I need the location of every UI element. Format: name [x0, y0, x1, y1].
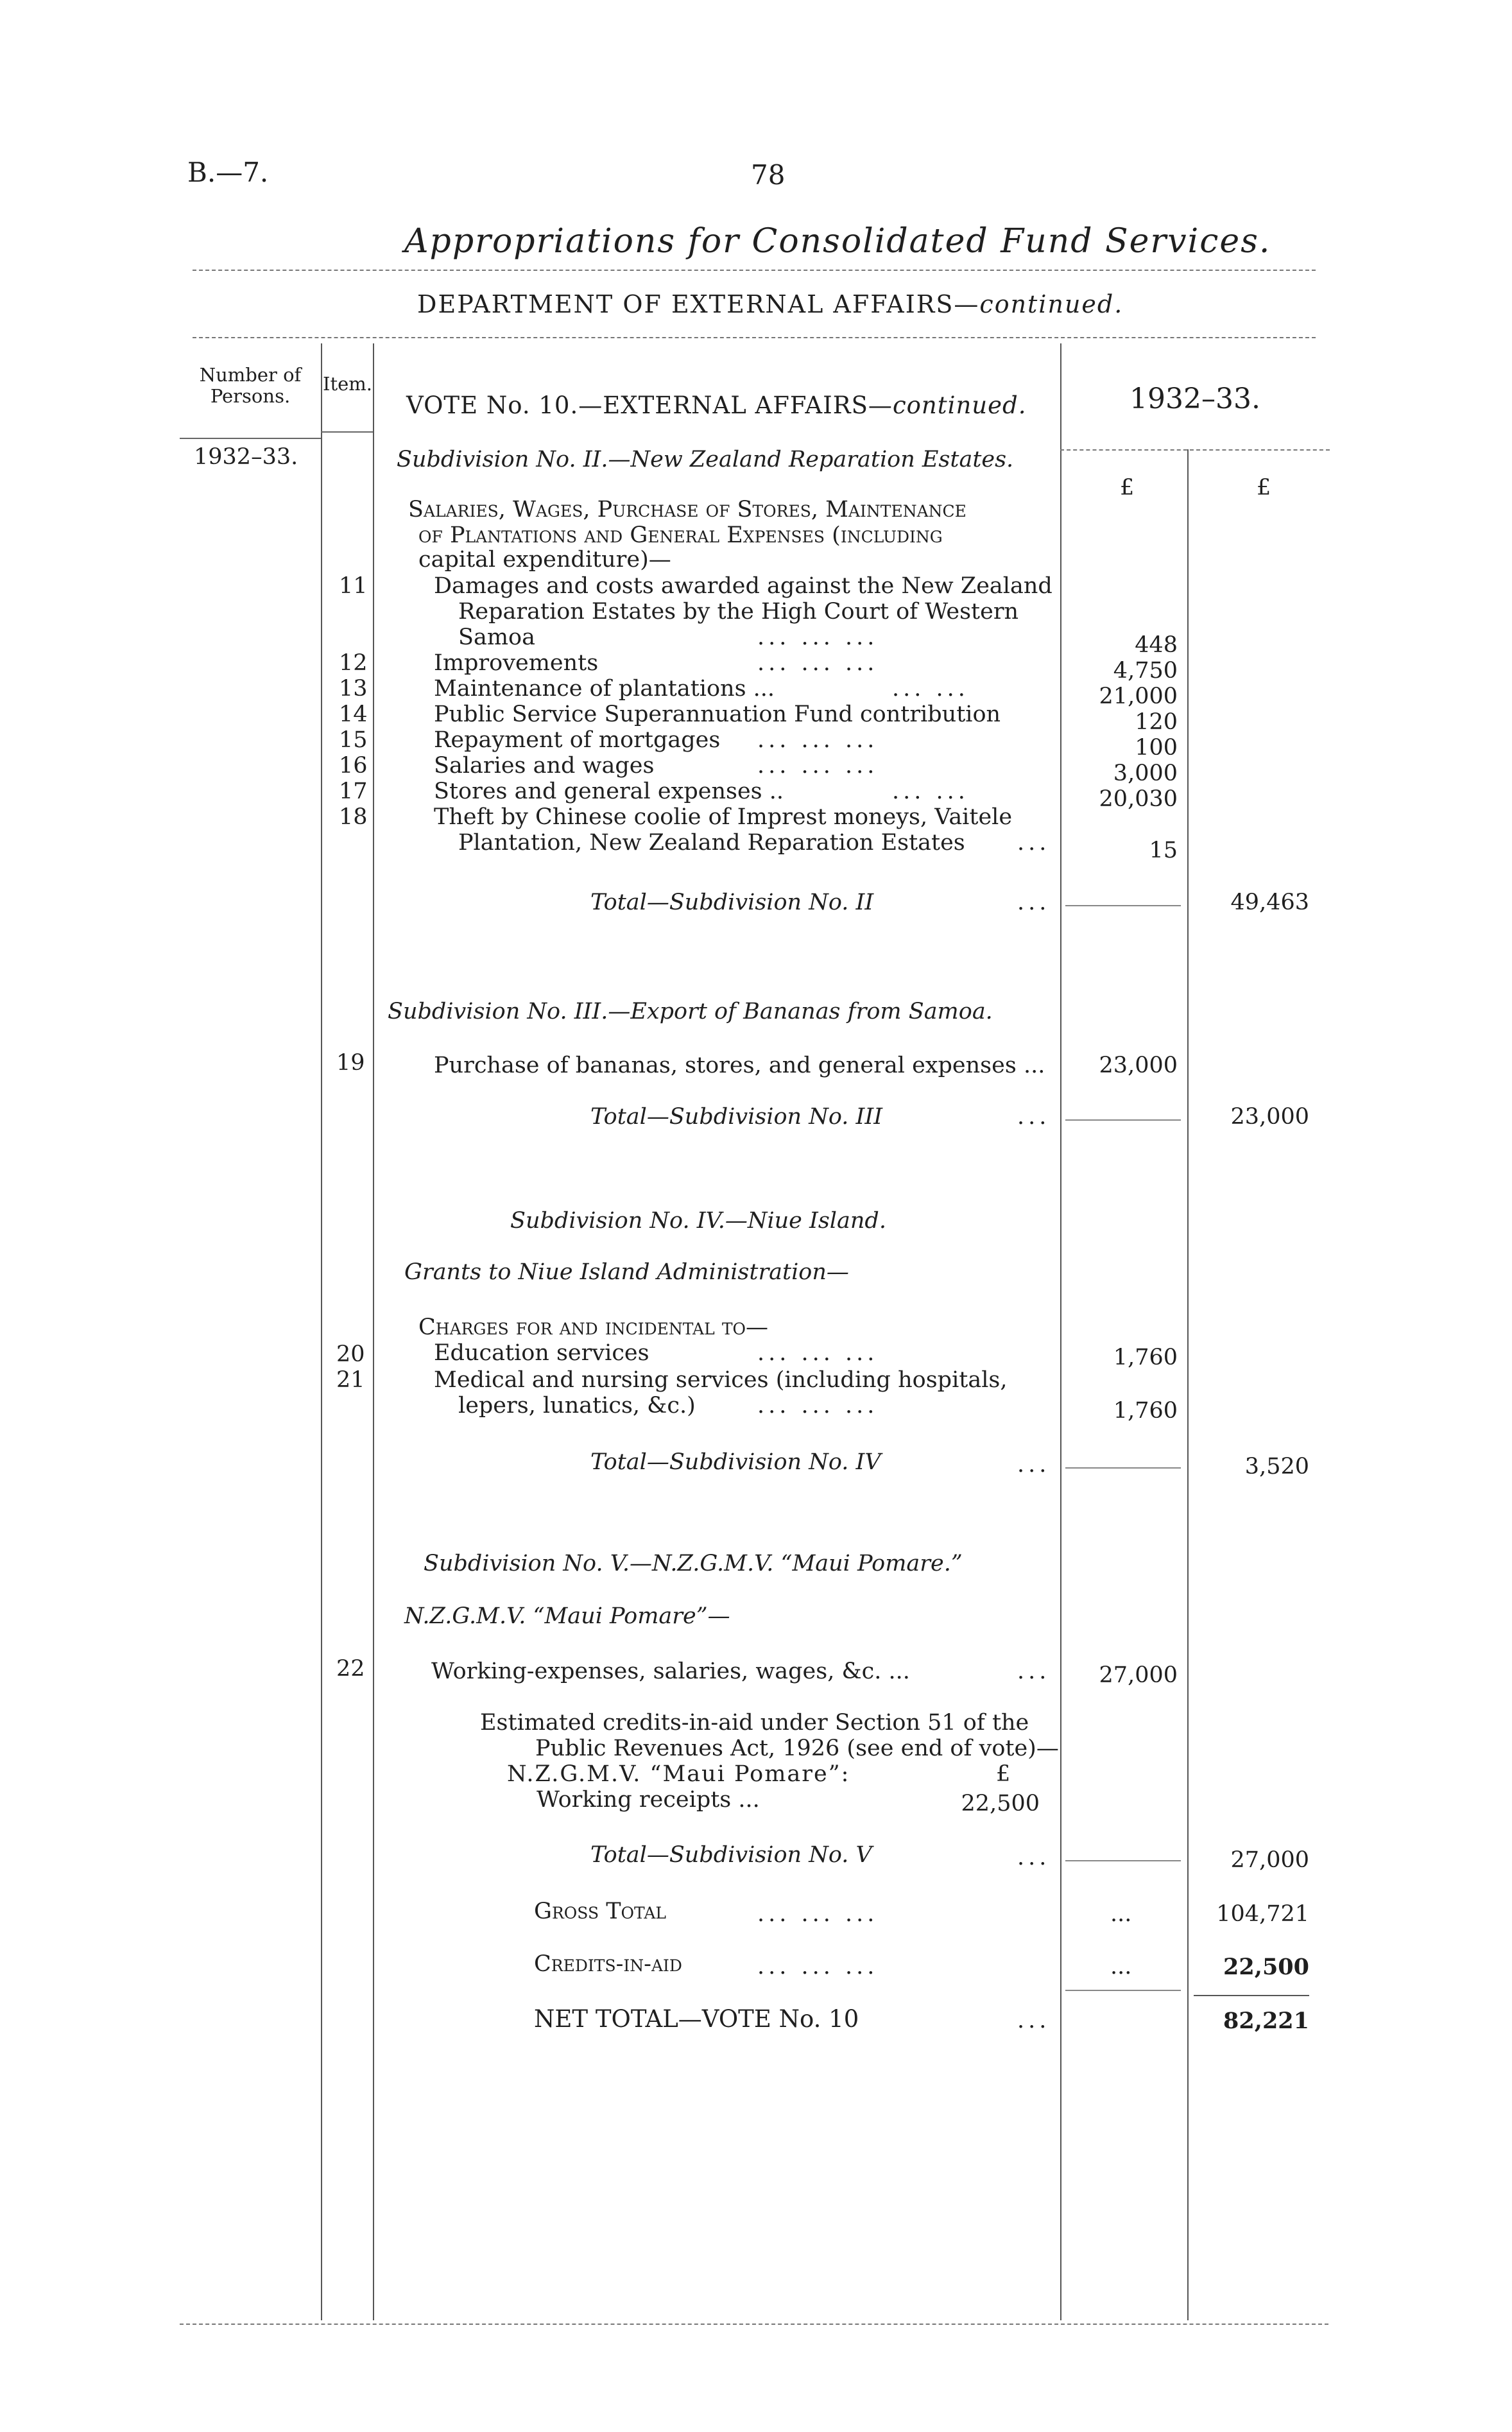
leader-dots: ... ...: [892, 779, 969, 804]
item-amount: 3,000: [1113, 761, 1178, 786]
department-name: DEPARTMENT OF EXTERNAL AFFAIRS—: [417, 290, 980, 318]
item-description: Damages and costs awarded against the New Zealand: [434, 573, 1052, 599]
department-continued: continued.: [979, 290, 1124, 318]
item-description: Theft by Chinese coolie of Imprest moneys, Vaitele: [434, 804, 1013, 830]
column-divider-item: [373, 343, 374, 2320]
net-rule-right: [1194, 1995, 1309, 1996]
sub5-total: 27,000: [1230, 1847, 1309, 1873]
vote-continued: continued.: [892, 392, 1027, 419]
item-amount: 1,760: [1113, 1345, 1178, 1370]
sub4-heading: Subdivision No. IV.—Niue Island.: [510, 1208, 886, 1234]
item-number: 14: [339, 702, 368, 727]
item-description: Samoa: [458, 625, 535, 650]
leader-dots: ... ... ...: [757, 727, 879, 753]
credits-currency: £: [996, 1761, 1011, 1787]
leader-dots: ...: [1017, 830, 1051, 856]
item-number: 18: [339, 804, 368, 830]
item-amount: 1,760: [1113, 1398, 1178, 1424]
leader-dots: ... ... ...: [757, 625, 879, 650]
leader-dots: ...: [1017, 2008, 1051, 2033]
subtotal-rule: [1065, 905, 1181, 906]
sub2-salaries-line-3: capital expenditure)—: [418, 547, 671, 573]
leader-dots: ... ... ...: [757, 1901, 879, 1927]
item-description: lepers, lunatics, &c.): [458, 1393, 696, 1419]
sub5-heading: Subdivision No. V.—N.Z.G.M.V. “Maui Pomare.”: [424, 1551, 963, 1576]
item-description: Salaries and wages: [434, 753, 655, 779]
vote-title: VOTE No. 10.—EXTERNAL AFFAIRS—: [406, 392, 893, 419]
subtotal-rule: [1065, 1467, 1181, 1469]
leader-dots: ...: [1017, 890, 1051, 915]
subtotal-rule: [1065, 1119, 1181, 1121]
item-amount: 15: [1149, 838, 1178, 863]
leader-dots: ... ... ...: [757, 1954, 879, 1979]
leader-dots: ... ... ...: [757, 650, 879, 676]
item-number: 22: [336, 1656, 365, 1682]
department-heading: [417, 290, 1123, 318]
net-total-label: NET TOTAL—VOTE No. 10: [534, 2005, 859, 2033]
gross-total-label: Gross Total: [534, 1899, 667, 1924]
item-number: 20: [336, 1341, 365, 1367]
item-description: Purchase of bananas, stores, and general expenses ...: [434, 1053, 1045, 1078]
item-description: Medical and nursing services (including hospitals,: [434, 1367, 1008, 1393]
receipts-amount: 22,500: [961, 1791, 1040, 1816]
net-total: 82,221: [1223, 2008, 1309, 2034]
sub4-charges: Charges for and incidental to—: [418, 1315, 769, 1340]
leader-dots: ...: [1017, 1452, 1051, 1478]
vote-heading: [406, 392, 1026, 419]
item-description: Improvements: [434, 650, 599, 676]
page-title: Appropriations for Consolidated Fund Services.: [404, 222, 1271, 261]
document-reference: B.—7.: [187, 157, 269, 188]
page-number: 78: [751, 159, 786, 191]
item-description: Working-expenses, salaries, wages, &c. ...: [431, 1659, 910, 1684]
item-amount: 4,750: [1113, 658, 1178, 684]
sub3-heading: Subdivision No. III.—Export of Bananas from Samoa.: [388, 999, 993, 1024]
leader-dots: ...: [1017, 1845, 1051, 1870]
receipts-label: Working receipts ...: [537, 1787, 760, 1813]
item-description: Public Service Superannuation Fund contribution: [434, 702, 1001, 727]
leader-dots: ... ... ...: [757, 1340, 879, 1366]
leader-dots: ... ... ...: [757, 753, 879, 779]
item-number: 21: [336, 1367, 365, 1393]
sub2-salaries-line-1: Salaries, Wages, Purchase of Stores, Maintenance: [408, 497, 966, 522]
sub3-total: 23,000: [1230, 1104, 1309, 1130]
column-header-persons: Number of Persons.: [199, 364, 302, 408]
column-divider-amounts: [1187, 449, 1189, 2320]
department-rule: [193, 337, 1316, 338]
sub2-heading: Subdivision No. II.—New Zealand Reparation Estates.: [397, 447, 1014, 472]
credits-in-aid-total: 22,500: [1223, 1954, 1309, 1980]
sub5-subhead: N.Z.G.M.V. “Maui Pomare”—: [404, 1603, 730, 1629]
item-amount: 27,000: [1099, 1662, 1178, 1688]
item-description: Plantation, New Zealand Reparation Estates: [458, 830, 965, 856]
year-header-rule: [1060, 449, 1330, 451]
item-amount: 448: [1135, 632, 1178, 658]
leader-dots: ... ...: [892, 676, 969, 702]
item-description: Repayment of mortgages: [434, 727, 721, 753]
currency-right: £: [1257, 475, 1271, 501]
item-description: Maintenance of plantations ...: [434, 676, 775, 702]
bottom-rule: [180, 2324, 1328, 2325]
item-number: 17: [339, 779, 368, 804]
column-header-year: 1932–33.: [1130, 383, 1260, 415]
column-divider-persons: [321, 343, 322, 2320]
gross-total: 104,721: [1216, 1901, 1309, 1927]
item-amount: 20,030: [1099, 786, 1178, 812]
sub3-total-label: Total—Subdivision No. III: [590, 1104, 883, 1130]
item-amount: 23,000: [1099, 1053, 1178, 1078]
credits-line-2: Public Revenues Act, 1926 (see end of vote)—: [535, 1736, 1059, 1761]
sub2-total-label: Total—Subdivision No. II: [590, 890, 874, 915]
credits-line-1: Estimated credits-in-aid under Section 51 of the: [480, 1710, 1029, 1736]
persons-year: 1932–33.: [194, 444, 298, 470]
item-amount: 120: [1135, 709, 1178, 735]
item-number: 11: [339, 573, 368, 599]
sub4-total-label: Total—Subdivision No. IV: [590, 1449, 881, 1475]
item-description: Education services: [434, 1340, 649, 1366]
item-number: 13: [339, 676, 368, 702]
item-amount: 100: [1135, 735, 1178, 761]
currency-left: £: [1120, 475, 1135, 501]
item-description: Stores and general expenses ..: [434, 779, 784, 804]
subtotal-rule: [1065, 1860, 1181, 1861]
item-header-rule: [321, 431, 373, 433]
item-number: 19: [336, 1050, 365, 1076]
leader-dots: ...: [1110, 1901, 1132, 1927]
sub2-salaries-line-2: of Plantations and General Expenses (including: [418, 522, 943, 548]
leader-dots: ...: [1017, 1659, 1051, 1684]
leader-dots: ...: [1110, 1954, 1132, 1979]
sub5-total-label: Total—Subdivision No. V: [590, 1842, 872, 1868]
title-rule: [193, 270, 1316, 271]
persons-header-rule: [180, 438, 321, 439]
net-rule-left: [1065, 1990, 1181, 1991]
item-amount: 21,000: [1099, 684, 1178, 709]
leader-dots: ...: [1017, 1104, 1051, 1130]
leader-dots: ... ... ...: [757, 1393, 879, 1419]
column-divider-description: [1060, 343, 1061, 2320]
item-description: Reparation Estates by the High Court of Western: [458, 599, 1019, 625]
credits-in-aid-label: Credits-in-aid: [534, 1951, 682, 1977]
sub4-total: 3,520: [1244, 1454, 1309, 1479]
sub4-grants: Grants to Niue Island Administration—: [404, 1259, 849, 1285]
column-header-item: Item.: [323, 373, 372, 395]
item-number: 12: [339, 650, 368, 676]
sub2-total: 49,463: [1230, 890, 1309, 915]
item-number: 16: [339, 753, 368, 779]
credits-line-3: N.Z.G.M.V. “Maui Pomare”:: [507, 1761, 850, 1787]
item-number: 15: [339, 727, 368, 753]
